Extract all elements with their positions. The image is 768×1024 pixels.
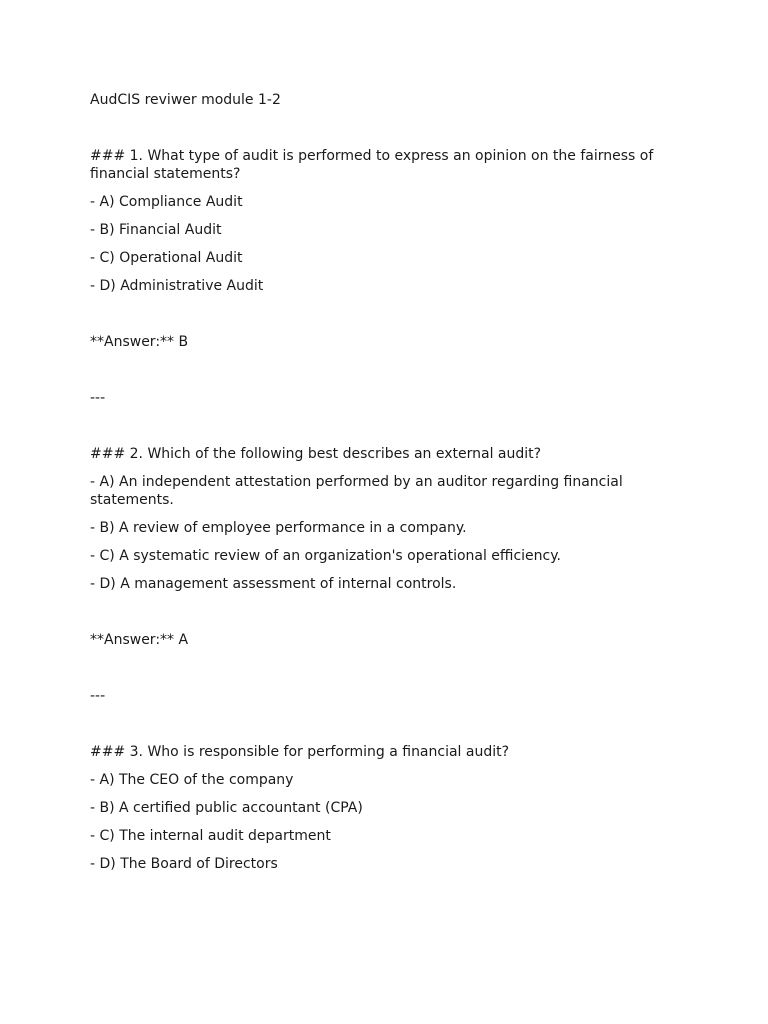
document-title: AudCIS reviwer module 1-2 (90, 92, 281, 108)
question-1-option-d: - D) Administrative Audit (90, 278, 264, 294)
question-1-option-a: - A) Compliance Audit (90, 194, 243, 210)
question-3-option-d: - D) The Board of Directors (90, 856, 278, 872)
separator-2: --- (90, 688, 106, 704)
question-2-option-c: - C) A systematic review of an organization's operational efficiency. (90, 548, 561, 564)
question-3-option-a: - A) The CEO of the company (90, 772, 294, 788)
question-2-answer: **Answer:** A (90, 632, 189, 648)
question-3-option-b: - B) A certified public accountant (CPA) (90, 800, 363, 816)
question-3-heading: ### 3. Who is responsible for performing a financial audit? (90, 744, 510, 760)
question-1-option-c: - C) Operational Audit (90, 250, 243, 266)
question-3-option-c: - C) The internal audit department (90, 828, 331, 844)
question-1-heading: ### 1. What type of audit is performed to express an opinion on the fairness of financial statements? (90, 148, 654, 182)
separator-1: --- (90, 390, 106, 406)
question-2-heading: ### 2. Which of the following best describes an external audit? (90, 446, 542, 462)
question-2-option-b: - B) A review of employee performance in a company. (90, 520, 467, 536)
question-2-option-a: - A) An independent attestation performed by an auditor regarding financial statements. (90, 474, 623, 508)
question-2-option-d: - D) A management assessment of internal controls. (90, 576, 457, 592)
document-page (90, 91, 690, 883)
question-1-answer: **Answer:** B (90, 334, 189, 350)
question-1-option-b: - B) Financial Audit (90, 222, 222, 238)
